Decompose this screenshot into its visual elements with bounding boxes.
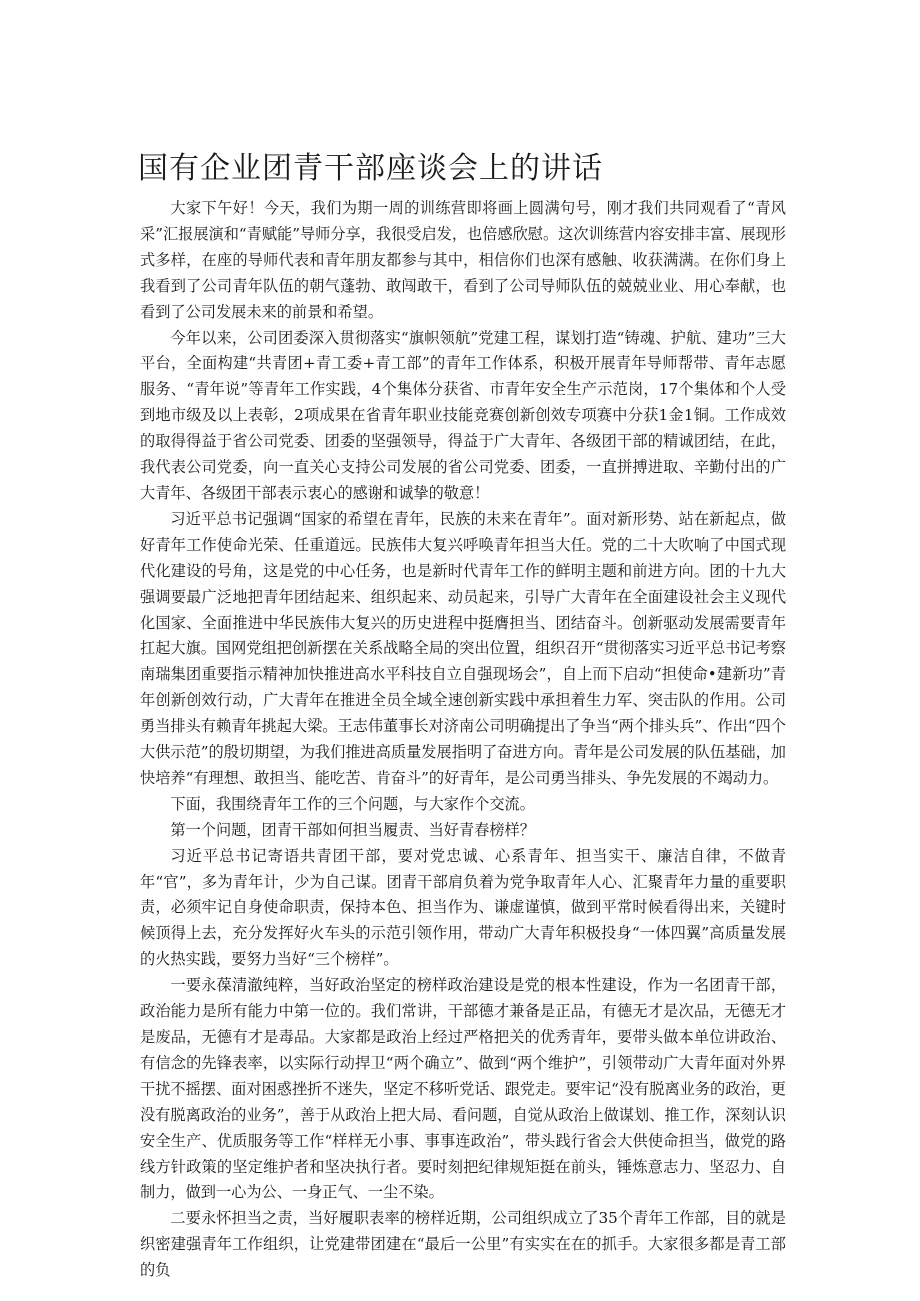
paragraph-cadre-duties: 习近平总书记寄语共青团干部，要对党忠诚、心系青年、担当实干、廉洁自律，不做青年“官”，多为青年计，少为自己谋。团青干部肩负着为党争取青年人心、汇聚青年力量的重要职责，必须牢记自身使命职责，保持本色、担当作为、谦虚谨慎，做到平常时候看得出来，关键时候顶得上去，充分发挥好火车头的示范引领作用，带动广大青年积极投身“一体四翼”高质量发展的火热实践，要努力当好“三个榜样”。 xyxy=(140,846,786,969)
document-title: 国有企业团青干部座谈会上的讲话 xyxy=(138,151,603,186)
paragraph-greeting: 大家下午好！今天，我们为期一周的训练营即将画上圆满句号，刚才我们共同观看了“青风采”汇报展演和“青赋能”导师分享，我很受启发，也倍感欣慰。这次训练营内容安排丰富、展现形式多样，在座的导师代表和青年朋友都参与其中，相信你们也深有感触、收获满满。在你们身上我看到了公司青年队伍的朝气蓬勃、敢闯敢干，看到了公司导师队伍的兢兢业业、用心奉献，也看到了公司发展未来的前景和希望。 xyxy=(140,199,786,321)
paragraph-intro-three-questions: 下面，我围绕青年工作的三个问题，与大家作个交流。 xyxy=(170,794,535,813)
paragraph-responsibility-role-model: 二要永怀担当之责，当好履职表率的榜样近期，公司组织成立了35个青年工作部，目的就是织密建强青年工作组织，让党建带团建在“最后一公里”有实实在在的抓手。大家很多都是青工部的负 xyxy=(140,1209,786,1280)
document-body xyxy=(140,196,786,1284)
paragraph-youth-mission: 习近平总书记强调“国家的希望在青年，民族的未来在青年”。面对新形势、站在新起点，做好青年工作使命光荣、任重道远。民族伟大复兴呼唤青年担当大任。党的二十大吹响了中国式现代化建设的号角，这是党的中心任务，也是新时代青年工作的鲜明主题和前进方向。团的十九大强调要最广泛地把青年团结起来、组织起来、动员起来，引导广大青年在全面建设社会主义现代化国家、全面推进中华民族伟大复兴的历史进程中挺膺担当、团结奋斗。创新驱动发展需要青年扛起大旗。国网党组把创新摆在关系战略全局的突出位置，组织召开“贯彻落实习近平总书记考察南瑞集团重要指示精神加快推进高水平科技自立自强现场会”，自上而下启动“担使命•建新功”青年创新创效行动，广大青年在推进全员全域全速创新实践中承担着生力军、突击队的作用。公司勇当排头有赖青年挑起大梁。王志伟董事长对济南公司明确提出了争当“两个排头兵”、作出“四个大供示范”的殷切期望，为我们推进高质量发展指明了奋进方向。青年是公司发展的队伍基础，加快培养“有理想、敢担当、能吃苦、肯奋斗”的好青年，是公司勇当排头、争先发展的不竭动力。 xyxy=(140,509,786,787)
paragraph-political-role-model: 一要永葆清澈纯粹，当好政治坚定的榜样政治建设是党的根本性建设，作为一名团青干部，政治能力是所有能力中第一位的。我们常讲，干部德才兼备是正品，有德无才是次品，无德无才是废品，无德有才是毒品。大家都是政治上经过严格把关的优秀青年，要带头做本单位讲政治、有信念的先锋表率，以实际行动捍卫“两个确立”、做到“两个维护”，引领带动广大青年面对外界干扰不摇摆、面对困惑挫折不迷失，坚定不移听党话、跟党走。要牢记“没有脱离业务的政治，更没有脱离政治的业务”，善于从政治上把大局、看问题，自觉从政治上做谋划、推工作，深刻认识安全生产、优质服务等工作“样样无小事、事事连政治”，带头践行省会大供使命担当，做党的路线方针政策的坚定维护者和坚决执行者。要时刻把纪律规矩挺在前头，锤炼意志力、坚忍力、自制力，做到一心为公、一身正气、一尘不染。 xyxy=(140,976,786,1202)
paragraph-achievements: 今年以来，公司团委深入贯彻落实“旗帜领航”党建工程，谋划打造“铸魂、护航、建功”三大平台，全面构建“共青团+青工委+青工部”的青年工作体系，积极开展青年导师帮带、青年志愿服务、“青年说”等青年工作实践，4个集体分获省、市青年安全生产示范岗，17个集体和个人受到地市级及以上表彰，2项成果在省青年职业技能竞赛创新创效专项赛中分获1金1铜。工作成效的取得得益于省公司党委、团委的坚强领导，得益于广大青年、各级团干部的精诚团结，在此，我代表公司党委，向一直关心支持公司发展的省公司党委、团委，一直拼搏进取、辛勤付出的广大青年、各级团干部表示衷心的感谢和诚挚的敬意！ xyxy=(140,328,786,502)
paragraph-question-one: 第一个问题，团青干部如何担当履责、当好青春榜样？ xyxy=(170,820,535,839)
